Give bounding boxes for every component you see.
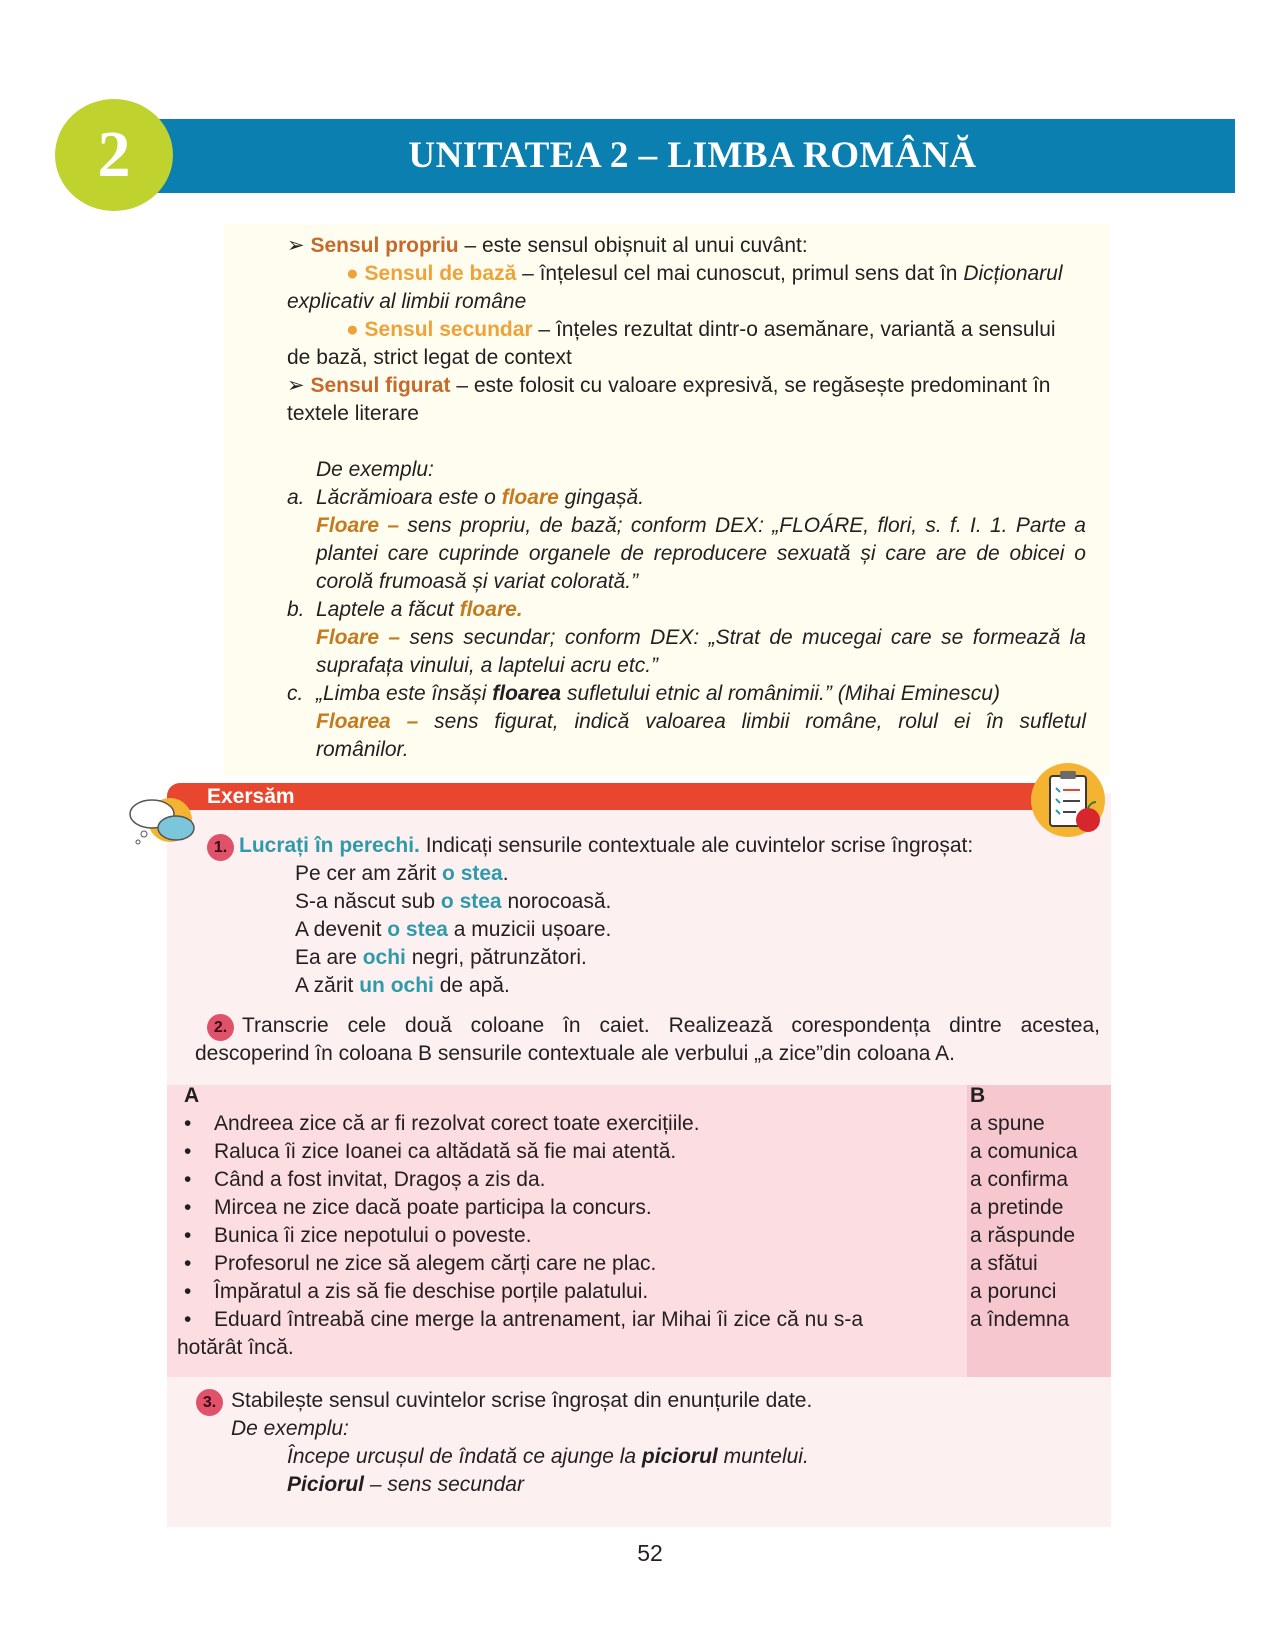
unit-number: 2 [97,118,131,191]
exercise-3-example-sentence [287,1443,809,1471]
exercise-3-example-heading: De exemplu: [231,1417,349,1440]
theory-line-secondary [346,316,1056,344]
example-c-definition-2: românilor. [316,738,409,761]
example-a-letter: a. [287,486,305,509]
sentence-text: . [502,862,509,885]
exercise-3-instruction: Stabilește sensul cuvintelor scrise îngroșat din enunțurile date. [231,1389,813,1412]
column-b-item: a pretinde [970,1196,1064,1219]
term-sens-secundar: Sensul secundar [364,318,533,341]
exercise-1-sentence [295,972,510,1000]
clipboard-icon [1030,760,1108,840]
highlighted-word: floarea [492,682,562,705]
exercise-1-sentence [295,860,509,888]
sentence-text: S-a născut sub [295,890,441,913]
theory-line-proper [287,232,808,260]
highlighted-word: o stea [440,890,502,913]
sentence-text: „Limba este însăși [316,682,493,705]
column-a-item: Bunica îi zice nepotului o poveste. [214,1224,532,1247]
sentence-text: Ea are [295,946,363,969]
dot-bullet-icon: ● [346,262,359,285]
sentence-text: . [516,598,523,621]
example-c-definition-1 [316,708,1086,736]
exercise-1-sentence [295,944,587,972]
exercise-1-sentence [295,888,611,916]
theory-line-literary: textele literare [287,402,419,425]
bullet-icon: • [184,1308,192,1331]
sentence-text: sufletului etnic al românimii.” (Mihai Eminescu) [561,682,1000,705]
highlighted-word: o stea [387,918,448,941]
exercise-2-number: 2. [207,1014,234,1041]
column-b-item: a porunci [970,1280,1057,1303]
example-b-sentence [316,596,523,624]
example-b-definition-1 [316,624,1086,652]
dictionary-name: Dicționarul [963,262,1063,285]
exercise-2-line-2: descoperind în coloana B sensurile contextuale ale verbului „a zice”din coloana A. [195,1042,955,1065]
theory-line-context: de bază, strict legat de context [287,346,572,369]
column-a-item: Mircea ne zice dacă poate participa la concurs. [214,1196,652,1219]
column-b-item: a sfătui [970,1252,1038,1275]
definition-term: Floare – [316,514,400,537]
column-a-item: Andreea zice că ar fi rezolvat corect toate exercițiile. [214,1112,700,1135]
term-sens-de-baza: Sensul de bază [364,262,517,285]
sentence-text: gingașă. [558,486,645,509]
exercise-section-title: Exersăm [207,785,295,808]
column-b-item: a comunica [970,1140,1078,1163]
column-a-item: Împăratul a zis să fie deschise porțile palatului. [214,1280,649,1303]
column-b-item: a confirma [970,1168,1069,1191]
unit-title: UNITATEA 2 – LIMBA ROMÂNĂ [408,135,977,176]
example-b-letter: b. [287,598,305,621]
example-c-sentence [316,680,1000,708]
theory-text: – este folosit cu valoare expresivă, se regăsește predominant în [450,374,1051,397]
bullet-icon: • [184,1280,192,1303]
column-a-header: A [184,1084,200,1107]
column-a-item: Raluca îi zice Ioanei ca altădată să fie mai atentă. [214,1140,677,1163]
term-sens-propriu: Sensul propriu [310,234,459,257]
theory-text: – înțeles rezultat dintr-o asemănare, variantă a sensului [532,318,1056,341]
exercise-1-sentence [295,916,611,944]
column-b-item: a spune [970,1112,1045,1135]
definition-term: Floare – [316,626,401,649]
example-b-definition-2: suprafața vinului, a laptelui acru etc.” [316,654,659,677]
sentence-text: de apă. [433,974,510,997]
definition-text: sens figurat, indică valoarea limbii române, rolul ei în sufletul [418,710,1086,733]
theory-text: – este sensul obișnuit al unui cuvânt: [458,234,808,257]
sentence-text: norocoasă. [501,890,612,913]
exercise-1-lead: Lucrați în perechi. [239,834,420,857]
exercise-header-bar [167,783,1057,810]
exercise-1-instruction [239,832,973,860]
sentence-text: a muzicii ușoare. [447,918,612,941]
column-a-item: Când a fost invitat, Dragoș a zis da. [214,1168,546,1191]
dot-bullet-icon: ● [346,318,359,341]
sentence-text: Laptele a făcut [316,598,460,621]
exercise-2-line-1: Transcrie cele două coloane în caiet. Realizează corespondența dintre acestea, [242,1014,1100,1037]
definition-text: sens secundar; conform DEX: „Strat de mucegai care se formează la [400,626,1086,649]
column-a-last-line: hotărât încă. [177,1336,294,1359]
sentence-text: Pe cer am zărit [295,862,443,885]
example-a-sentence [316,484,644,512]
bullet-icon: • [184,1112,192,1135]
theory-line-dictionary: explicativ al limbii române [287,290,527,313]
theory-line-base [346,260,1063,288]
page-number: 52 [637,1540,663,1566]
highlighted-word: piciorul [641,1445,718,1468]
highlighted-word: un ochi [359,974,434,997]
sentence-text: muntelui. [717,1445,809,1468]
bullet-icon: • [184,1196,192,1219]
highlighted-word: floare [501,486,559,509]
highlighted-word: Piciorul [287,1473,365,1496]
bullet-icon: • [184,1224,192,1247]
bullet-icon: • [184,1168,192,1191]
example-a-definition-2: plantei care cuprinde organele de reproducere sexuată și care are de obicei o [316,542,1086,565]
theory-line-figurative [287,372,1050,400]
sentence-text: Lăcrămioara este o [316,486,502,509]
exercise-3-example-answer [287,1471,524,1499]
column-b-item: a îndemna [970,1308,1070,1331]
exercise-1-text: Indicați sensurile contextuale ale cuvintelor scrise îngroșat: [419,834,974,857]
exercise-1-number: 1. [207,834,234,861]
bullet-icon: • [184,1252,192,1275]
example-c-letter: c. [287,682,304,705]
column-a-item: Profesorul ne zice să alegem cărți care ne plac. [214,1252,657,1275]
arrow-bullet-icon: ➢ [287,234,305,257]
highlighted-word: ochi [362,946,406,969]
column-b-header: B [970,1084,986,1107]
example-a-definition-3: corolă frumoasă și variat colorată.” [316,570,639,593]
example-a-definition-1 [316,512,1086,540]
sentence-text: A zărit [295,974,360,997]
answer-text: – sens secundar [364,1473,524,1496]
theory-text: – înțelesul cel mai cunoscut, primul sens dat în [516,262,964,285]
highlighted-word: floare [459,598,517,621]
definition-term: Floarea – [316,710,419,733]
column-a-item: Eduard întreabă cine merge la antrenament, iar Mihai îi zice că nu s-a [214,1308,864,1331]
example-heading: De exemplu: [316,458,434,481]
bullet-icon: • [184,1140,192,1163]
sentence-text: negri, pătrunzători. [405,946,587,969]
thinking-clouds-icon [126,790,200,852]
column-b-item: a răspunde [970,1224,1076,1247]
highlighted-word: o stea [442,862,503,885]
definition-text: sens propriu, de bază; conform DEX: „FLOÁRE, flori, s. f. I. 1. Parte a [399,514,1086,537]
sentence-text: A devenit [295,918,388,941]
term-sens-figurat: Sensul figurat [310,374,451,397]
arrow-bullet-icon: ➢ [287,374,305,397]
sentence-text: Începe urcușul de îndată ce ajunge la [287,1445,642,1468]
exercise-3-number: 3. [196,1389,223,1416]
